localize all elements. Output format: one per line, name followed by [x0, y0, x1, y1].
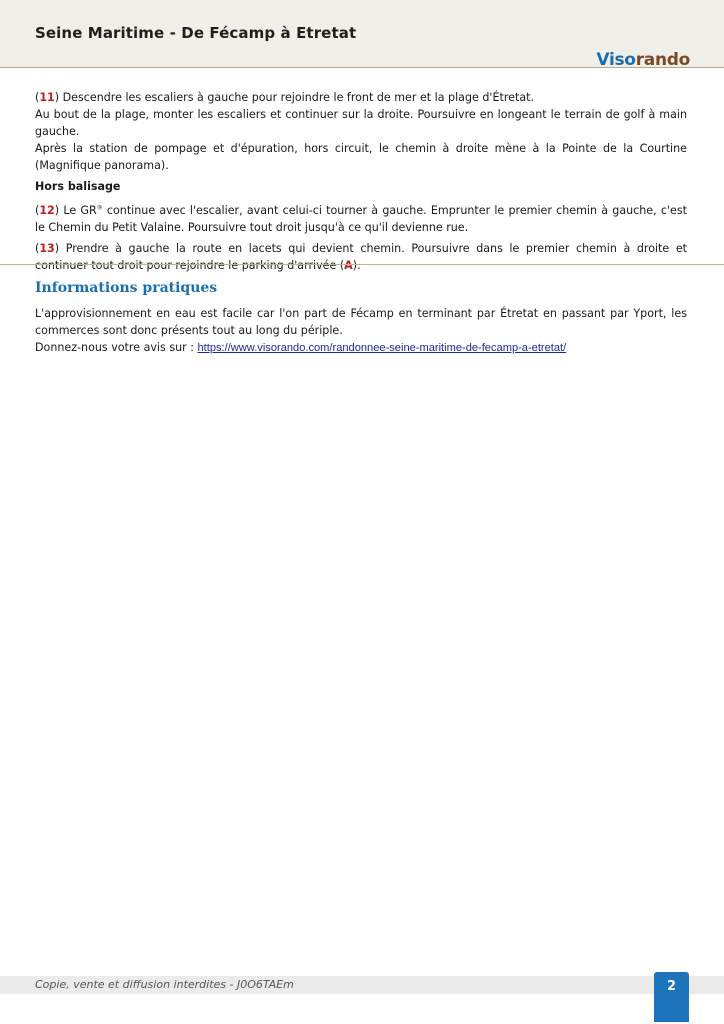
copyright-notice: Copie, vente et diffusion interdites - J0O6TAEm: [35, 978, 294, 991]
logo-part-rando: rando: [635, 50, 690, 70]
visorando-logo[interactable]: [596, 50, 690, 70]
step-13-tail: ).: [352, 259, 361, 272]
page-header: [0, 0, 724, 68]
page-title: Seine Maritime - De Fécamp à Etretat: [35, 24, 357, 42]
avis-line: [35, 339, 687, 357]
step-13: (13) Prendre à gauche la route en lacets qui devient chemin. Poursuivre dans le premier chemin à droite et continuer tout droit pour rejoindre le parking d'arrivée (A).: [35, 242, 687, 272]
section-divider: [0, 264, 724, 265]
step-11: (11) Descendre les escaliers à gauche pour rejoindre le front de mer et la plage d'Étretat. Au bout de la plage, monter les escaliers et continuer sur la droite. Poursuivre en longeant le terrain de golf à main gauche. Après la station de pompage et d'épuration, hors circuit, le chemin à droite mène à la Pointe de la Courtine (Magnifique panorama).: [35, 91, 687, 172]
step-number: 11: [39, 91, 55, 104]
step-11-line3: Après la station de pompage et d'épuration, hors circuit, le chemin à droite mène à la Pointe de la Courtine (Magnifique panorama).: [35, 142, 687, 172]
step-12-prefix: Le GR: [63, 204, 97, 217]
section-title-informations: Informations pratiques: [35, 280, 218, 296]
arrival-marker: A: [344, 259, 353, 272]
page-footer: [0, 976, 724, 994]
step-number: 13: [39, 242, 55, 255]
avis-label: Donnez-nous votre avis sur :: [35, 341, 198, 354]
hors-balisage-heading: Hors balisage: [35, 180, 121, 193]
step-11-line2: Au bout de la plage, monter les escaliers et continuer sur la droite. Poursuivre en longeant le terrain de golf à main gauche.: [35, 108, 687, 138]
avis-link[interactable]: https://www.visorando.com/randonnee-seine-maritime-de-fecamp-a-etretat/: [197, 342, 567, 354]
step-12: (12) Le GR® continue avec l'escalier, avant celui-ci tourner à gauche. Emprunter le premier chemin à gauche, c'est le Chemin du Petit Valaine. Poursuivre tout droit jusqu'à ce qu'il devienne rue.: [35, 204, 687, 234]
step-number: 12: [39, 204, 55, 217]
registered-mark: ®: [96, 204, 103, 212]
step-13-text: Prendre à gauche la route en lacets qui devient chemin. Poursuivre dans le premier chemin à droite et continuer tout droit pour rejoindre le parking d'arrivée (: [35, 242, 687, 272]
info-text: L'approvisionnement en eau est facile car l'on part de Fécamp en terminant par Étretat en passant par Yport, les commerces sont donc présents tout au long du périple.: [35, 307, 687, 337]
step-12-text: continue avec l'escalier, avant celui-ci tourner à gauche. Emprunter le premier chemin à gauche, c'est le Chemin du Petit Valaine. Poursuivre tout droit jusqu'à ce qu'il devienne rue.: [35, 204, 687, 234]
info-block: [35, 305, 687, 357]
page-number-badge: 2: [654, 972, 689, 1022]
step-11-line1: Descendre les escaliers à gauche pour rejoindre le front de mer et la plage d'Étretat.: [62, 91, 534, 104]
logo-part-viso: Viso: [596, 50, 636, 70]
main-content: [35, 89, 687, 357]
